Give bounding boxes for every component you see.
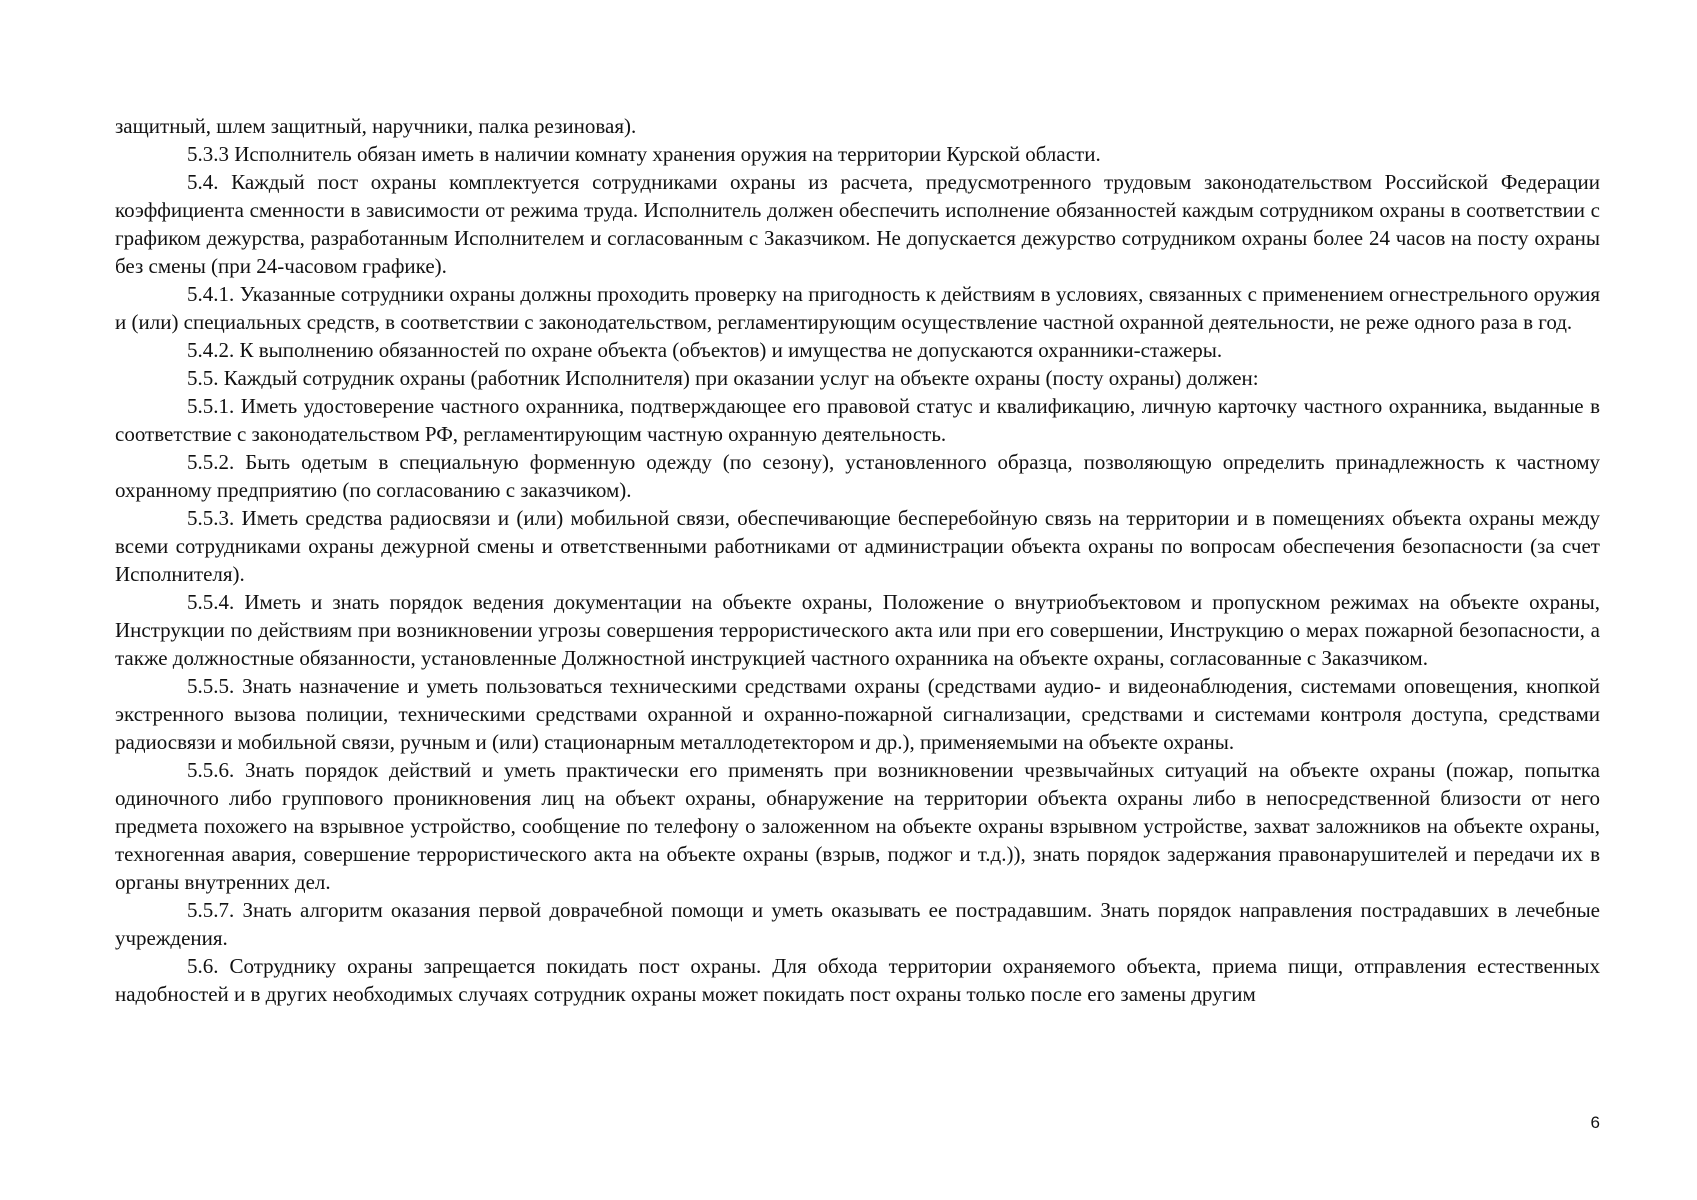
paragraph-5-4-1: 5.4.1. Указанные сотрудники охраны должны проходить проверку на пригодность к действиям в условиях, связанных с применением огнестрельного оружия и (или) специальных средств, в соответствии с законодательством, регламентирующим осуществление частной охранной деятельности, не реже одного раза в год. xyxy=(115,282,1600,334)
paragraph-5-5-5: 5.5.5. Знать назначение и уметь пользоваться техническими средствами охраны (средствами аудио- и видеонаблюдения, системами оповещения, кнопкой экстренного вызова полиции, техническими средствами охранной и охранно-пожарной сигнализации, средствами и системами контроля доступа, средствами радиосвязи и мобильной связи, ручным и (или) стационарным металлодетектором и др.), применяемыми на объекте охраны. xyxy=(115,674,1600,754)
paragraph-5-6: 5.6. Сотруднику охраны запрещается покидать пост охраны. Для обхода территории охраняемого объекта, приема пищи, отправления естественных надобностей и в других необходимых случаях сотрудник охраны может покидать пост охраны только после его замены другим xyxy=(115,954,1600,1006)
paragraph-5-4-2: 5.4.2. К выполнению обязанностей по охране объекта (объектов) и имущества не допускаются охранники-стажеры. xyxy=(187,338,1223,362)
paragraph-5-5-7: 5.5.7. Знать алгоритм оказания первой доврачебной помощи и уметь оказывать ее пострадавшим. Знать порядок направления пострадавших в лечебные учреждения. xyxy=(115,898,1600,950)
paragraph-5-5: 5.5. Каждый сотрудник охраны (работник Исполнителя) при оказании услуг на объекте охраны (посту охраны) должен: xyxy=(187,366,1259,390)
paragraph-5-5-3: 5.5.3. Иметь средства радиосвязи и (или) мобильной связи, обеспечивающие бесперебойную связь на территории и в помещениях объекта охраны между всеми сотрудниками охраны дежурной смены и ответственными работниками от администрации объекта охраны по вопросам обеспечения безопасности (за счет Исполнителя). xyxy=(115,506,1600,586)
page-number: 6 xyxy=(1590,1113,1600,1132)
paragraph-5-5-6: 5.5.6. Знать порядок действий и уметь практически его применять при возникновении чрезвычайных ситуаций на объекте охраны (пожар, попытка одиночного либо группового проникновения лиц на объект охраны, обнаружение на территории объекта охраны либо в непосредственной близости от него предмета похожего на взрывное устройство, сообщение по телефону о заложенном на объекте охраны взрывном устройстве, захват заложников на объекте охраны, техногенная авария, совершение террористического акта на объекте охраны (взрыв, поджог и т.д.)), знать порядок задержания правонарушителей и передачи их в органы внутренних дел. xyxy=(115,758,1600,894)
paragraph-5-5-4: 5.5.4. Иметь и знать порядок ведения документации на объекте охраны, Положение о внутриобъектовом и пропускном режимах на объекте охраны, Инструкции по действиям при возникновении угрозы совершения террористического акта или при его совершении, Инструкцию о мерах пожарной безопасности, а также должностные обязанности, установленные Должностной инструкцией частного охранника на объекте охраны, согласованные с Заказчиком. xyxy=(115,590,1600,670)
paragraph-5-5-1: 5.5.1. Иметь удостоверение частного охранника, подтверждающее его правовой статус и квалификацию, личную карточку частного охранника, выданные в соответствие с законодательством РФ, регламентирующим частную охранную деятельность. xyxy=(115,394,1600,446)
paragraph-5-3-3: 5.3.3 Исполнитель обязан иметь в наличии комнату хранения оружия на территории Курской области. xyxy=(187,142,1101,166)
paragraph-0: защитный, шлем защитный, наручники, палка резиновая). xyxy=(115,114,637,138)
document-body xyxy=(115,112,1600,1008)
paragraph-5-5-2: 5.5.2. Быть одетым в специальную форменную одежду (по сезону), установленного образца, позволяющую определить принадлежность к частному охранному предприятию (по согласованию с заказчиком). xyxy=(115,450,1600,502)
paragraph-5-4: 5.4. Каждый пост охраны комплектуется сотрудниками охраны из расчета, предусмотренного трудовым законодательством Российской Федерации коэффициента сменности в зависимости от режима труда. Исполнитель должен обеспечить исполнение обязанностей каждым сотрудником охраны в соответствии с графиком дежурства, разработанным Исполнителем и согласованным с Заказчиком. Не допускается дежурство сотрудником охраны более 24 часов на посту охраны без смены (при 24-часовом графике). xyxy=(115,170,1600,278)
